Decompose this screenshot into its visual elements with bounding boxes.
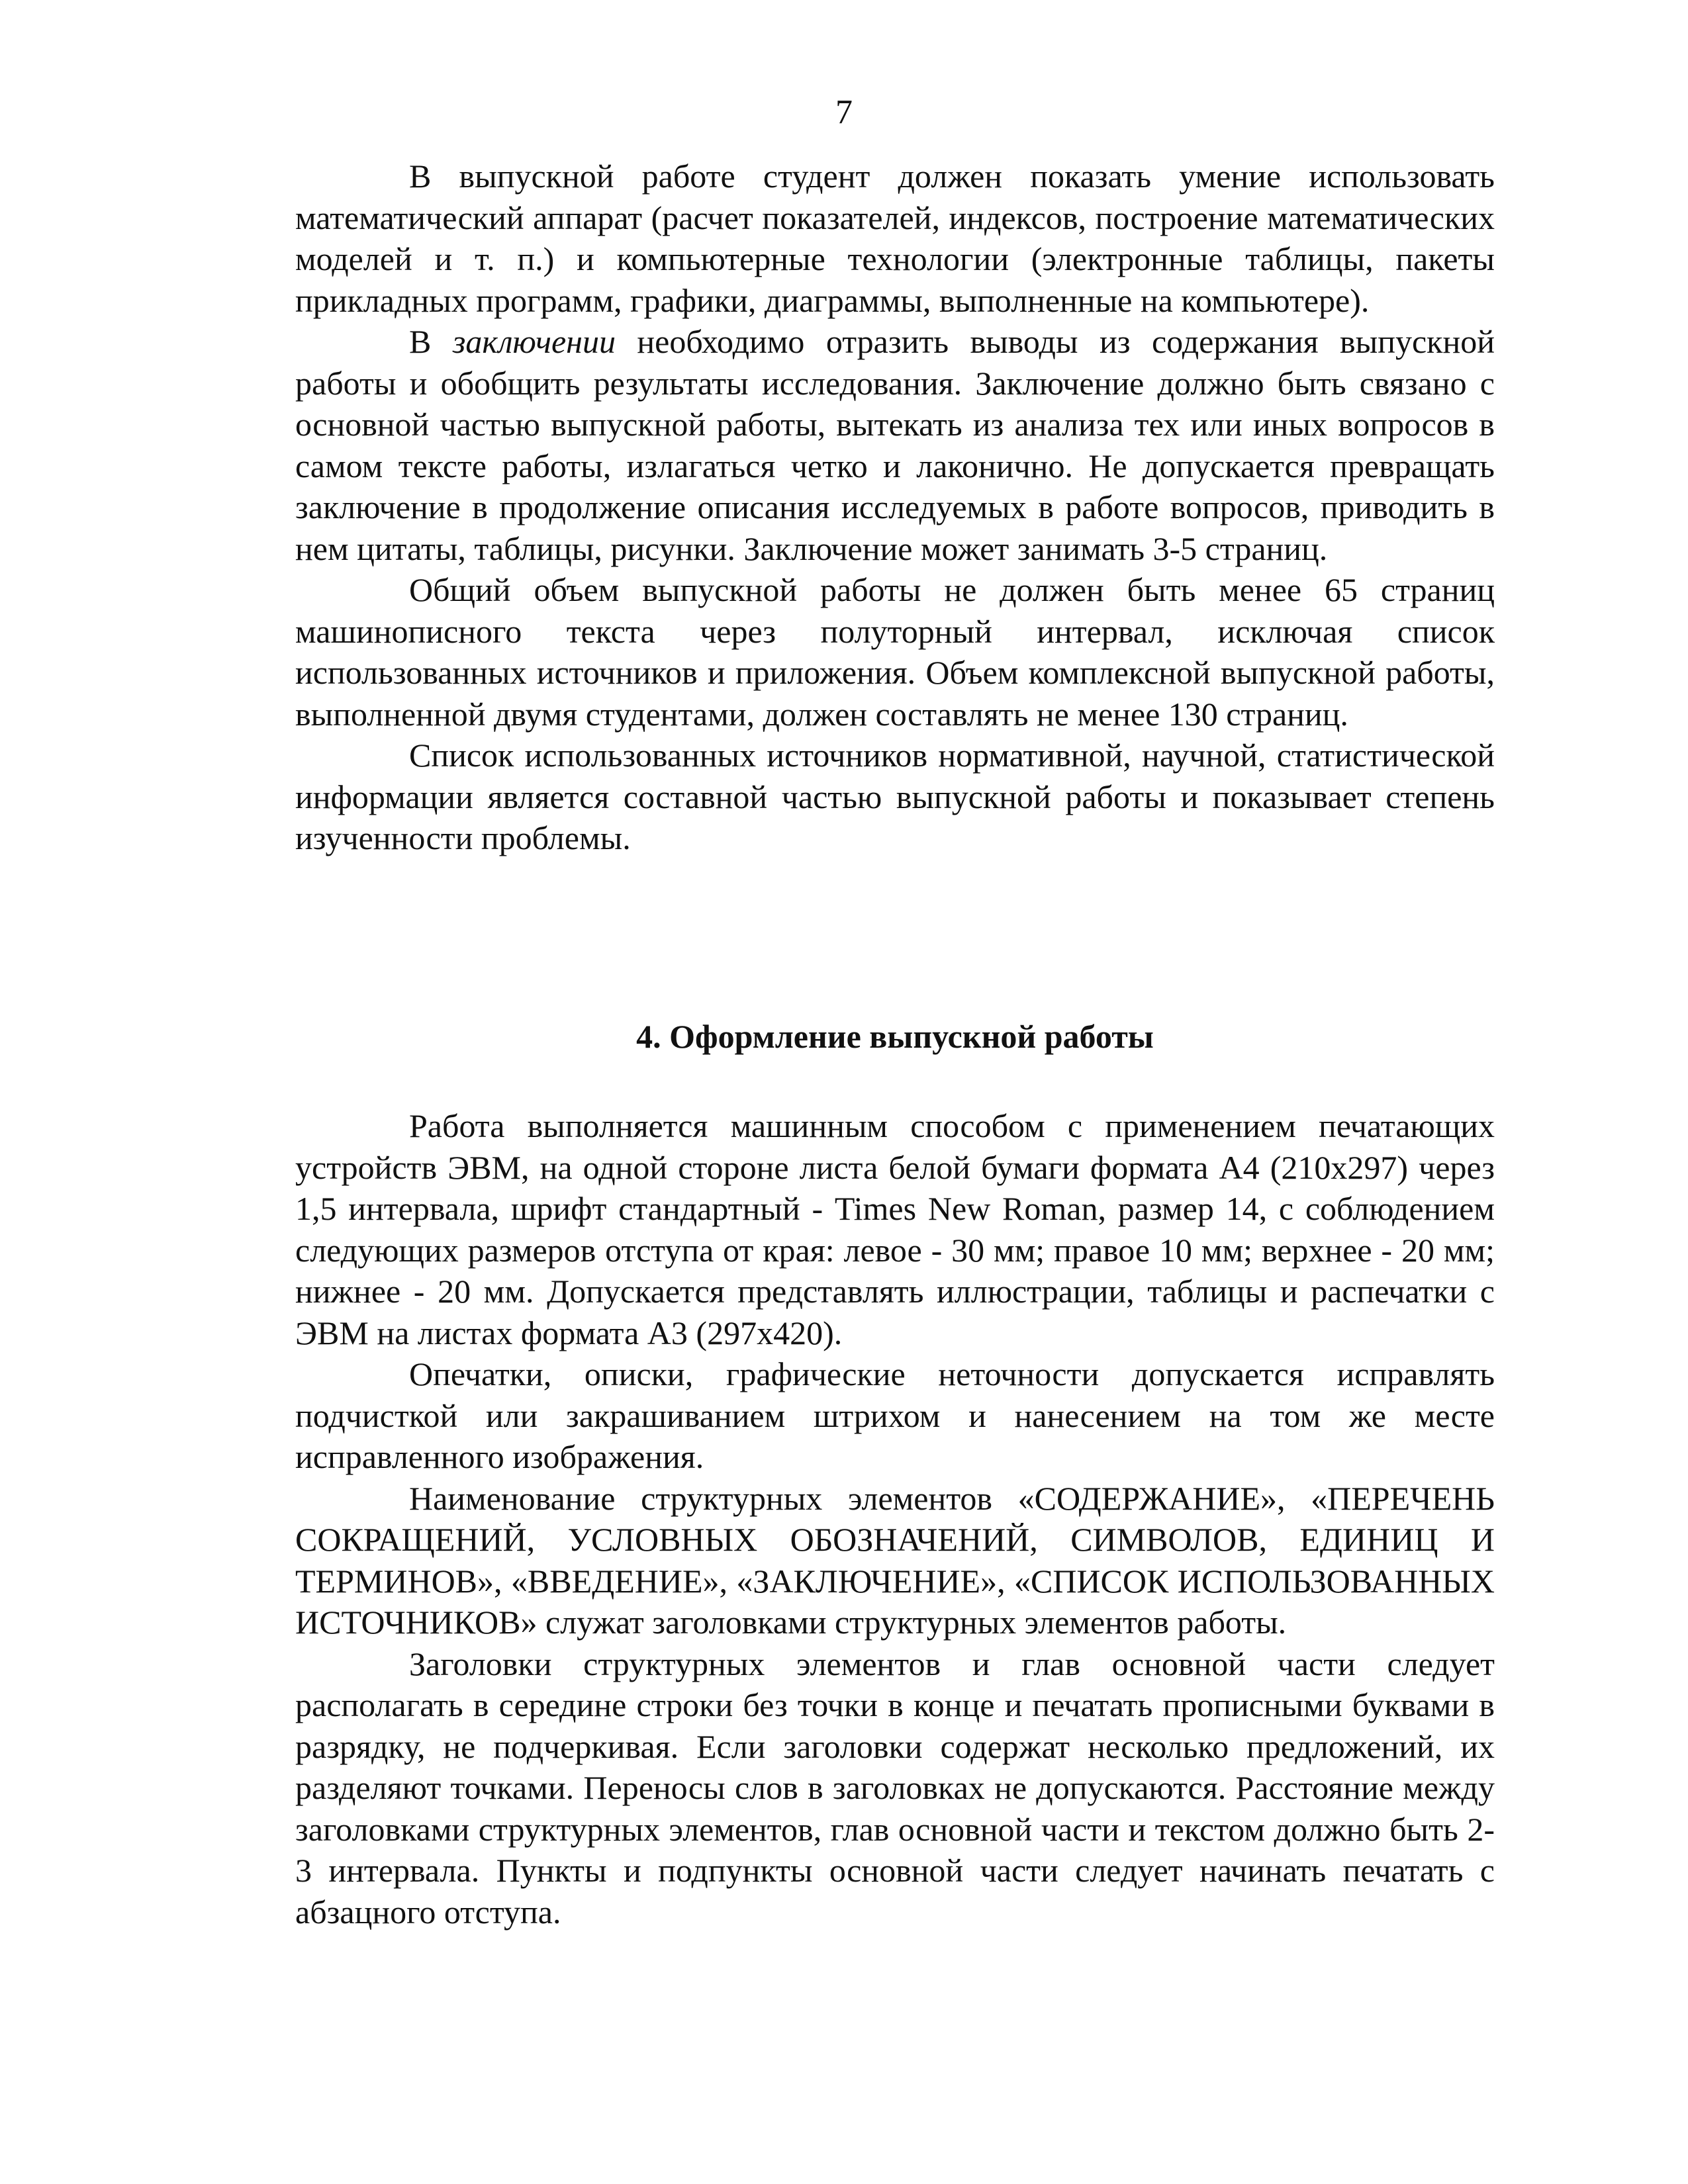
paragraph-sources-list: Список использованных источников нормативной, научной, статистической информации является составной частью выпускной работы и показывает степень изученности проблемы. bbox=[295, 737, 1495, 856]
paragraph-conclusion bbox=[295, 321, 1495, 569]
paragraph-total-volume: Общий объем выпускной работы не должен быть менее 65 страниц машинописного текста через полуторный интервал, исключая список использованных источников и приложения. Объем комплексной выпускной работы, выполненной двумя студентами, должен составлять не менее 130 страниц. bbox=[295, 571, 1495, 733]
page-number: 7 bbox=[835, 93, 853, 131]
body-text-upper bbox=[295, 156, 1495, 859]
paragraph-headings: Заголовки структурных элементов и глав основной части следует располагать в середине строки без точки в конце и печатать прописными буквами в разрядку, не подчеркивая. Если заголовки содержат несколько предложений, их разделяют точками. Переносы слов в заголовках не допускаются. Расстояние между заголовками структурных элементов, глав основной части и текстом должно быть 2-3 интервала. Пункты и подпункты основной части следует начинать печатать с абзацного отступа. bbox=[295, 1645, 1495, 1931]
paragraph-math-apparatus: В выпускной работе студент должен показать умение использовать математический аппарат (расчет показателей, индексов, построение математических моделей и т. п.) и компьютерные технологии (электронные таблицы, пакеты прикладных программ, графики, диаграммы, выполненные на компьютере). bbox=[295, 158, 1495, 319]
body-text-lower bbox=[295, 1105, 1495, 1933]
section-heading: 4. Оформление выпускной работы bbox=[636, 1018, 1154, 1055]
paragraph-conclusion-lead: В bbox=[409, 323, 453, 360]
emphasis-conclusion: заключении bbox=[452, 323, 616, 360]
paragraph-formatting-rules: Работа выполняется машинным способом с применением печатающих устройств ЭВМ, на одной стороне листа белой бумаги формата А4 (210x297) через 1,5 интервала, шрифт стандартный - Times New Roman, размер 14, с соблюдением следующих размеров отступа от края: левое - 30 мм; правое 10 мм; верхнее - 20 мм; нижнее - 20 мм. Допускается представлять иллюстрации, таблицы и распечатки с ЭВМ на листах формата А3 (297x420). bbox=[295, 1107, 1495, 1351]
paragraph-typos: Опечатки, описки, графические неточности допускается исправлять подчисткой или закрашиванием штрихом и нанесением на том же месте исправленного изображения. bbox=[295, 1355, 1495, 1475]
paragraph-conclusion-text: необходимо отразить выводы из содержания выпускной работы и обобщить результаты исследования. Заключение должно быть связано с основной частью выпускной работы, вытекать из анализа тех или иных вопросов в самом тексте работы, излагаться четко и лаконично. Не допускается превращать заключение в продолжение описания исследуемых в работе вопросов, приводить в нем цитаты, таблицы, рисунки. Заключение может занимать 3-5 страниц. bbox=[295, 323, 1495, 567]
paragraph-structural-elements: Наименование структурных элементов «СОДЕРЖАНИЕ», «ПЕРЕЧЕНЬ СОКРАЩЕНИЙ, УСЛОВНЫХ ОБОЗНАЧЕНИЙ, СИМВОЛОВ, ЕДИНИЦ И ТЕРМИНОВ», «ВВЕДЕНИЕ», «ЗАКЛЮЧЕНИЕ», «СПИСОК ИСПОЛЬЗОВАННЫХ ИСТОЧНИКОВ» служат заголовками структурных элементов работы. bbox=[295, 1479, 1495, 1641]
